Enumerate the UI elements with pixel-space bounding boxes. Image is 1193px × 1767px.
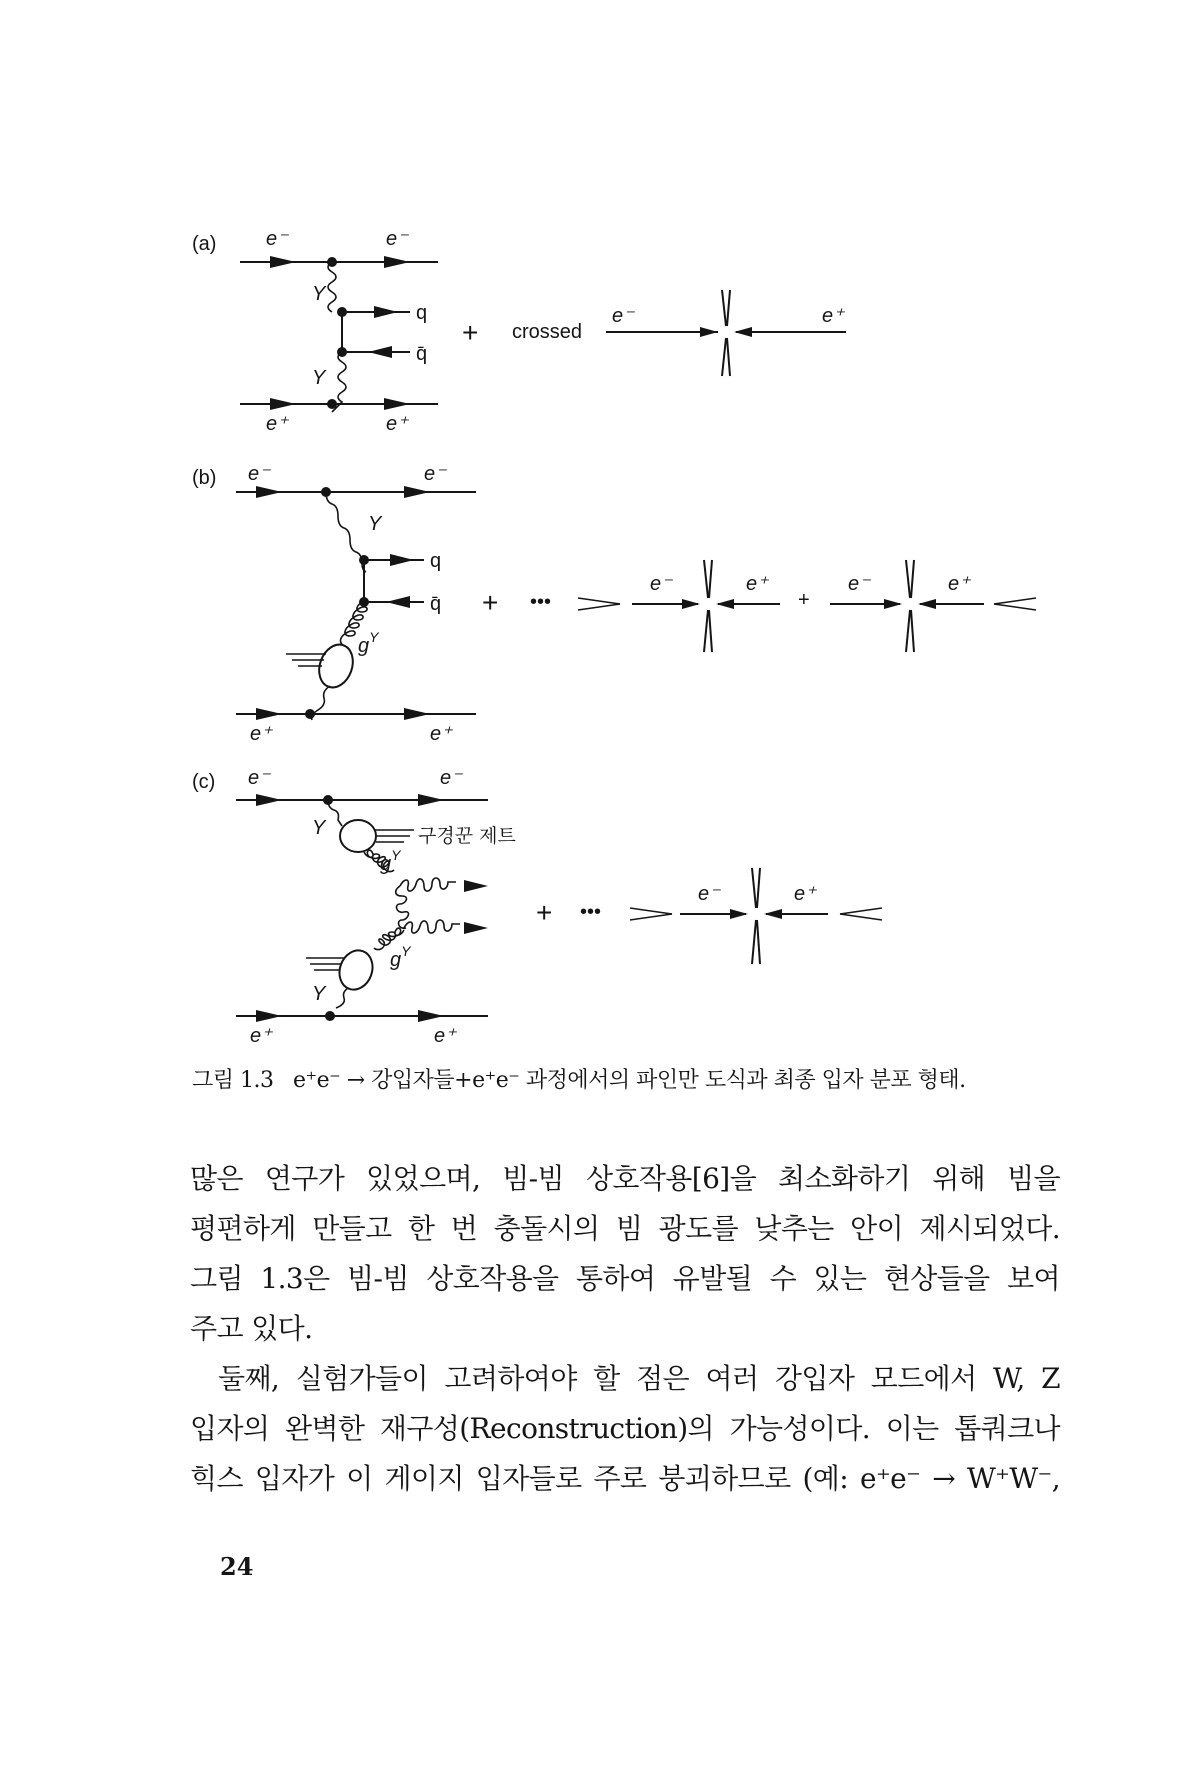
panel-b-quark-vertex [359,554,424,608]
panel-a [192,228,846,435]
panel-a-gamma-bottom-label: Y [312,367,326,389]
panel-b-beam1-e-minus-label: e⁻ [650,573,672,595]
panel-c-spectator-jet-label: 구경꾼 제트 [418,825,516,847]
panel-b-beam1-e-plus-label: e⁺ [746,573,768,595]
panel-b-beam2-e-minus-label: e⁻ [848,573,870,595]
panel-a-photon-top [328,262,336,312]
figure-caption-label: 그림 1.3 [192,1068,274,1093]
panel-c-plus-sign: + [536,897,553,928]
body-line: 힉스 입자가 이 게이지 입자들로 주로 붕괴하므로 (예: e⁺e⁻ → W⁺W⁻, [190,1462,1060,1495]
figure-caption-text: e⁺e⁻ → 강입자들+e⁺e⁻ 과정에서의 파인만 도식과 최종 입자 분포 형태. [292,1068,966,1093]
body-line: 둘째, 실험가들이 고려하여야 할 점은 여러 강입자 모드에서 W, Z [218,1362,1060,1395]
panel-a-e-minus-out-label: e⁻ [386,228,408,250]
panel-a-quark-label: q [416,302,428,324]
page-number: 24 [220,1552,254,1581]
panel-c-gluon-bottom [374,928,404,950]
panel-a-beam-collision [606,290,846,376]
panel-c-gluon-top-label: $g^Y$ [380,847,401,875]
body-line: 평편하게 만들고 한 번 충돌시의 빔 광도를 낮추는 안이 제시되었다. [190,1212,1060,1245]
panel-b-label: (b) [192,467,217,489]
body-line: 입자의 완벽한 재구성(Reconstruction)의 가능성이다. 이는 톱쿼크나 [190,1412,1060,1445]
panel-a-e-minus-in-label: e⁻ [266,228,288,250]
panel-b-e-plus-in-label: e⁺ [250,723,272,745]
panel-c-electron-line [236,794,488,806]
panel-c-ellipsis: ••• [580,901,602,923]
panel-c-photon-blob-top [340,820,414,852]
body-line: 그림 1.3은 빔-빔 상호작용을 통하여 유발될 수 있는 현상들을 보여 [190,1262,1060,1295]
panel-b-e-minus-out-label: e⁻ [424,463,446,485]
panel-a-plus-sign: + [462,317,479,348]
panel-b-gamma-label: Y [368,513,382,535]
panel-c-gluon-bottom-label: $g^Y$ [390,943,411,971]
panel-c-beam-e-plus-label: e⁺ [794,883,816,905]
panel-c-label: (c) [192,771,216,793]
panel-a-label: (a) [192,233,217,255]
panel-a-antiquark-label: q̄ [416,343,428,365]
panel-a-electron-line [240,256,438,268]
panel-c-e-plus-in-label: e⁺ [250,1025,272,1047]
panel-b [192,463,1036,745]
panel-b-quark-label: q [430,550,442,572]
panel-b-beam2-e-plus-label: e⁺ [948,573,970,595]
panel-b-electron-line [236,486,476,498]
panel-c-outgoing-double-arrow [840,908,882,920]
panel-b-e-plus-out-label: e⁺ [430,723,452,745]
figure-caption [192,1063,1072,1094]
panel-c-gluon-jets [396,878,488,934]
panel-c-beam-e-minus-label: e⁻ [698,883,720,905]
panel-a-crossed-label: crossed [512,321,583,343]
panel-b-positron-line [236,708,476,720]
panel-c-gamma-top-label: Y [312,817,326,839]
panel-a-beam-e-minus-label: e⁻ [612,305,634,327]
panel-c-e-plus-out-label: e⁺ [434,1025,456,1047]
panel-b-antiquark-label: q̄ [430,593,442,615]
panel-c [192,767,882,1047]
panel-b-outgoing-double-arrow [994,598,1036,610]
panel-b-incoming-double-arrow [578,598,620,610]
body-paragraph-1 [190,1154,1060,1354]
panel-b-plus-sign-2: + [798,589,810,611]
body-line: 주고 있다. [190,1312,313,1345]
panel-b-plus-sign: + [482,587,499,618]
panel-a-gamma-top-label: Y [312,283,326,305]
body-paragraph-2 [190,1354,1060,1504]
panel-a-beam-e-plus-label: e⁺ [822,305,844,327]
panel-a-e-plus-out-label: e⁺ [386,413,408,435]
panel-c-e-minus-in-label: e⁻ [248,767,270,789]
panel-a-quark-vertex [337,306,410,358]
panel-b-gluon-label: $g^Y$ [358,629,379,657]
panel-c-incoming-double-arrow [630,908,672,920]
body-line: 많은 연구가 있었으며, 빔-빔 상호작용[6]을 최소화하기 위해 빔을 [190,1162,1060,1195]
panel-a-e-plus-in-label: e⁺ [266,413,288,435]
panel-b-e-minus-in-label: e⁻ [248,463,270,485]
panel-b-ellipsis: ••• [530,591,552,613]
panel-b-photon-blob [286,640,359,720]
panel-c-e-minus-out-label: e⁻ [440,767,462,789]
panel-c-positron-line [236,1010,488,1022]
panel-c-gamma-bottom-label: Y [312,983,326,1005]
